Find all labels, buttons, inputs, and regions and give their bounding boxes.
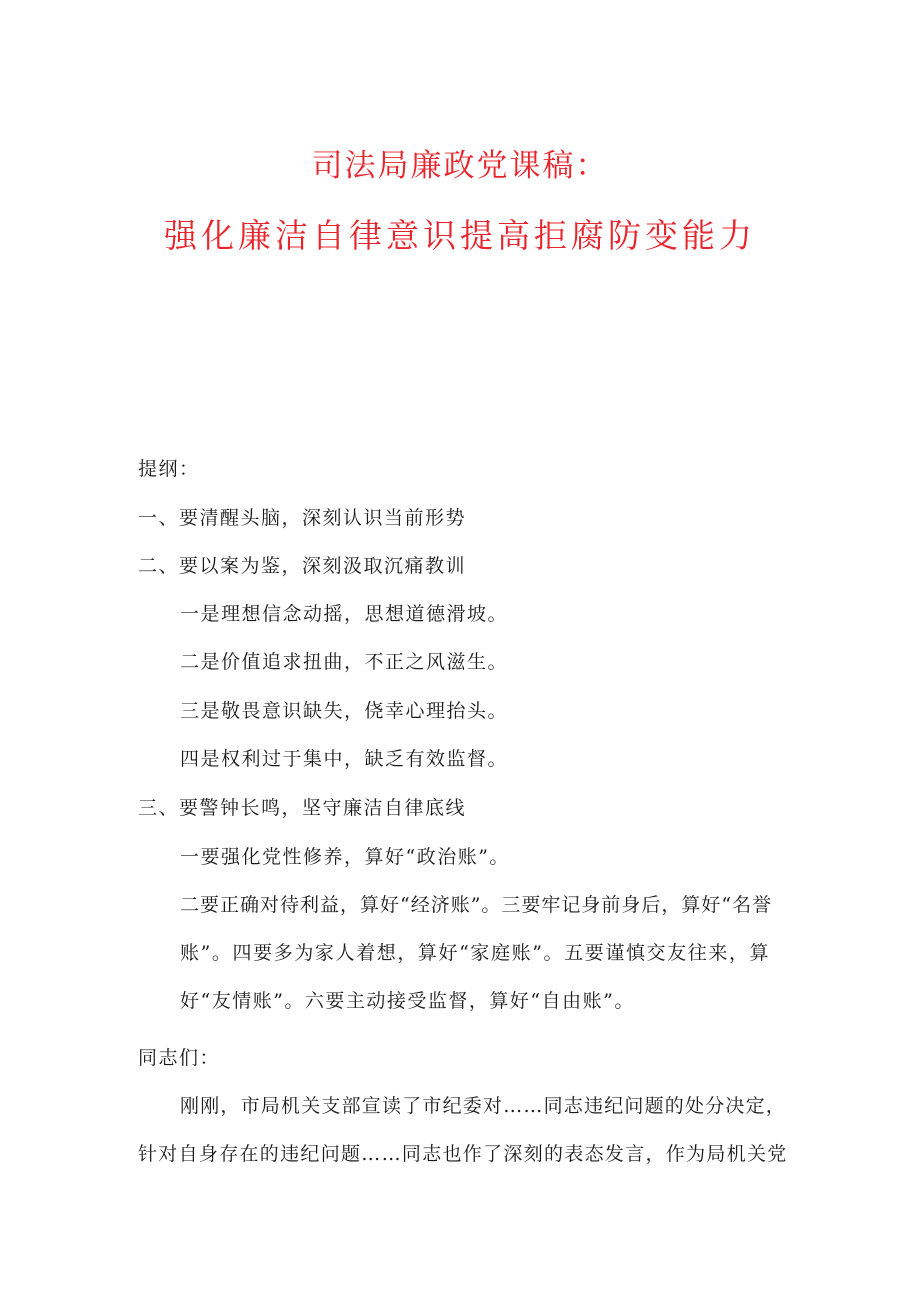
section-3-paragraph-line: 账”。四要多为家人着想，算好“家庭账”。五要谨慎交友往来，算 xyxy=(180,942,771,964)
section-3-paragraph-line: 二要正确对待利益，算好“经济账”。三要牢记身前身后，算好“名誉 xyxy=(180,894,773,916)
section-2-item: 一是理想信念动摇，思想道德滑坡。 xyxy=(180,603,509,625)
salutation: 同志们： xyxy=(138,1047,221,1069)
section-3-paragraph-line: 好“友情账”。六要主动接受监督，算好“自由账”。 xyxy=(180,990,635,1012)
title-line-2: 强化廉洁自律意识提高拒腐防变能力 xyxy=(164,216,756,255)
section-heading-1: 一、要清醒头脑，深刻认识当前形势 xyxy=(138,507,467,529)
title-line-1: 司法局廉政党课稿： xyxy=(311,148,609,184)
body-text-line: 针对自身存在的违纪问题……同志也作了深刻的表态发言，作为局机关党 xyxy=(138,1143,788,1165)
section-3-item: 一要强化党性修养，算好“政治账”。 xyxy=(180,846,510,868)
body-text-line: 刚刚，市局机关支部宣读了市纪委对……同志违纪问题的处分决定， xyxy=(180,1095,787,1117)
section-2-item: 二是价值追求扭曲，不正之风滋生。 xyxy=(180,651,509,673)
outline-label: 提纲： xyxy=(138,458,200,480)
section-2-item: 四是权利过于集中，缺乏有效监督。 xyxy=(180,748,509,770)
section-heading-3: 三、要警钟长鸣，坚守廉洁自律底线 xyxy=(138,797,467,819)
section-2-item: 三是敬畏意识缺失，侥幸心理抬头。 xyxy=(180,700,509,722)
section-heading-2: 二、要以案为鉴，深刻汲取沉痛教训 xyxy=(138,555,467,577)
